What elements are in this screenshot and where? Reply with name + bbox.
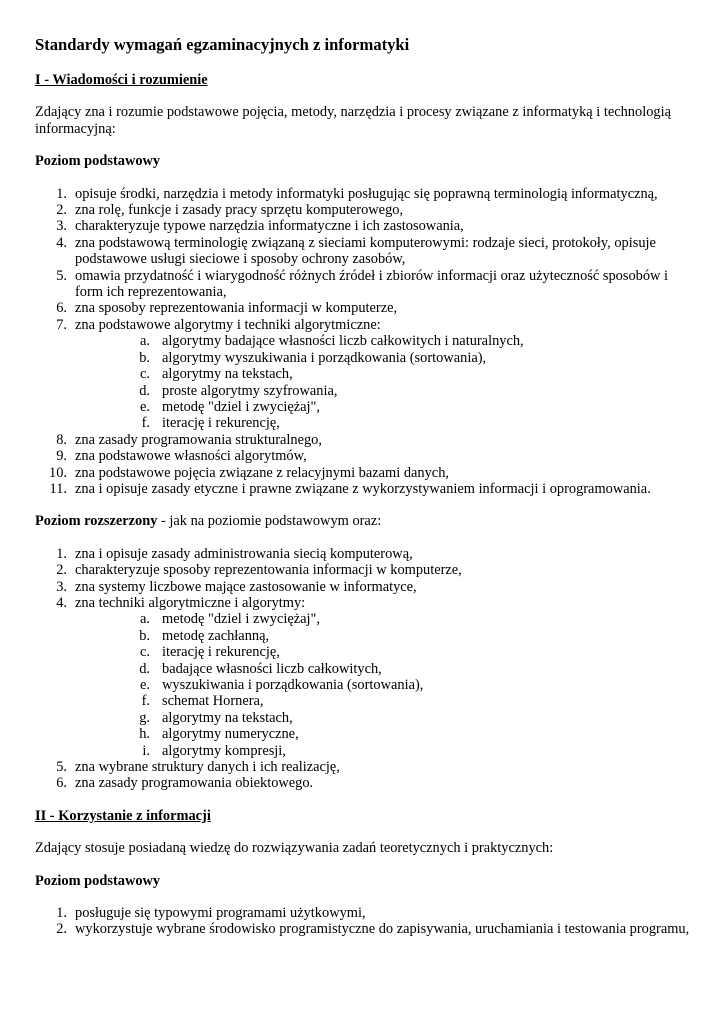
list-item: 3. charakteryzuje typowe narzędzia informatyczne i ich zastosowania, xyxy=(56,218,464,235)
list-item: 6. zna sposoby reprezentowania informacji w komputerze, xyxy=(56,300,398,317)
list-item: 8. zna zasady programowania strukturalnego, xyxy=(56,431,322,448)
sub-list-item: g. algorytmy na tekstach, xyxy=(139,709,293,726)
sub-list-item: b. metodę zachłanną, xyxy=(139,627,270,644)
s1-basic-list xyxy=(35,186,695,498)
section-1-heading: I - Wiadomości i rozumienie xyxy=(35,72,208,88)
sub-list-item: c. iterację i rekurencję, xyxy=(140,644,280,661)
list-item: 7. zna podstawowe algorytmy i techniki algorytmiczne: a. algorytmy badające własności liczb całkowitych i naturalnych, b. algorytmy wyszukiwania i porządkowania (sortowania), c. algorytmy na tekstach, d. proste algorytmy szyfrowania, e. metodę "dziel i zwyciężaj", f. iterację i rekurencję, xyxy=(35,317,695,432)
document-page xyxy=(35,35,695,938)
list-item: 2. wykorzystuje wybrane środowisko programistyczne do zapisywania, uruchamiania i testowania programu, xyxy=(56,921,690,938)
s1-extended-intro xyxy=(35,513,695,529)
sub-list-item: e. wyszukiwania i porządkowania (sortowania), xyxy=(140,677,424,693)
s1-extended-heading: Poziom rozszerzony xyxy=(35,513,158,530)
list-item: 9. zna podstawowe własności algorytmów, xyxy=(56,448,307,465)
list-item: 11. zna i opisuje zasady etyczne i prawne związane z wykorzystywaniem informacji i oprogramowania. xyxy=(49,480,651,497)
sub-list-item: b. algorytmy wyszukiwania i porządkowania (sortowania), xyxy=(139,349,487,366)
sub-list-item: d. proste algorytmy szyfrowania, xyxy=(139,382,338,399)
sub-list-item: e. metodę "dziel i zwyciężaj", xyxy=(140,398,320,415)
s1-basic-heading: Poziom podstawowy xyxy=(35,153,161,170)
sub-list-item: a. algorytmy badające własności liczb całkowitych i naturalnych, xyxy=(140,333,524,350)
list-item: 4. zna podstawową terminologię związaną z sieciami komputerowymi: rodzaje sieci, protokoły, opisuje podstawowe usługi sieciowe i sposoby ochrony zasobów, xyxy=(56,234,656,268)
document-title: Standardy wymagań egzaminacyjnych z informatyki xyxy=(35,35,410,54)
list-item: 4. zna techniki algorytmiczne i algorytmy: a. metodę "dziel i zwyciężaj", b. metodę zachłanną, c. iterację i rekurencję, d. badające własności liczb całkowitych, e. wyszukiwania i porządkowania (sortowania), f. schemat Hornera, g. algorytmy na tekstach, h. algorytmy numeryczne, i. algorytmy kompresji, xyxy=(35,595,695,759)
sub-list-item: i. algorytmy kompresji, xyxy=(142,742,286,759)
s2-basic-heading: Poziom podstawowy xyxy=(35,872,161,889)
list-item: 2. zna rolę, funkcje i zasady pracy sprzętu komputerowego, xyxy=(56,202,404,219)
s1-sublist-4 xyxy=(122,611,695,759)
s1-extended-list xyxy=(35,546,695,792)
section-2-intro: Zdający stosuje posiadaną wiedzę do rozwiązywania zadań teoretycznych i praktycznych: xyxy=(35,840,554,857)
s1-extended-suffix: - jak na poziomie podstawowym oraz: xyxy=(157,513,382,530)
sub-list-item: f. iterację i rekurencję, xyxy=(141,415,280,432)
sub-list-item: h. algorytmy numeryczne, xyxy=(139,726,299,743)
list-item: 3. zna systemy liczbowe mające zastosowanie w informatyce, xyxy=(56,578,417,595)
list-item: 1. opisuje środki, narzędzia i metody informatyki posługując się poprawną terminologią informatyczną, xyxy=(56,185,658,202)
list-item: 5. omawia przydatność i wiarygodność różnych źródeł i zbiorów informacji oraz użyteczność sposobów i form ich reprezentowania, xyxy=(56,267,669,301)
list-item: 2. charakteryzuje sposoby reprezentowania informacji w komputerze, xyxy=(56,562,462,579)
list-item: 10. zna podstawowe pojęcia związane z relacyjnymi bazami danych, xyxy=(49,464,449,481)
sub-list-item: c. algorytmy na tekstach, xyxy=(140,366,293,383)
section-2-heading: II - Korzystanie z informacji xyxy=(35,807,211,824)
list-item: 1. posługuje się typowymi programami użytkowymi, xyxy=(56,905,366,922)
s1-sublist-7 xyxy=(122,333,695,431)
section-1-intro: Zdający zna i rozumie podstawowe pojęcia, metody, narzędzia i procesy związane z informatyką i technologią informacyjną: xyxy=(35,104,671,137)
sub-list-item: a. metodę "dziel i zwyciężaj", xyxy=(140,611,320,628)
sub-list-item: f. schemat Hornera, xyxy=(141,693,264,710)
sub-list-item: d. badające własności liczb całkowitych, xyxy=(139,660,382,677)
list-item: 6. zna zasady programowania obiektowego. xyxy=(56,775,314,792)
list-item: 5. zna wybrane struktury danych i ich realizację, xyxy=(56,759,340,776)
s2-basic-list xyxy=(35,905,695,938)
list-item: 1. zna i opisuje zasady administrowania siecią komputerową, xyxy=(56,545,413,562)
